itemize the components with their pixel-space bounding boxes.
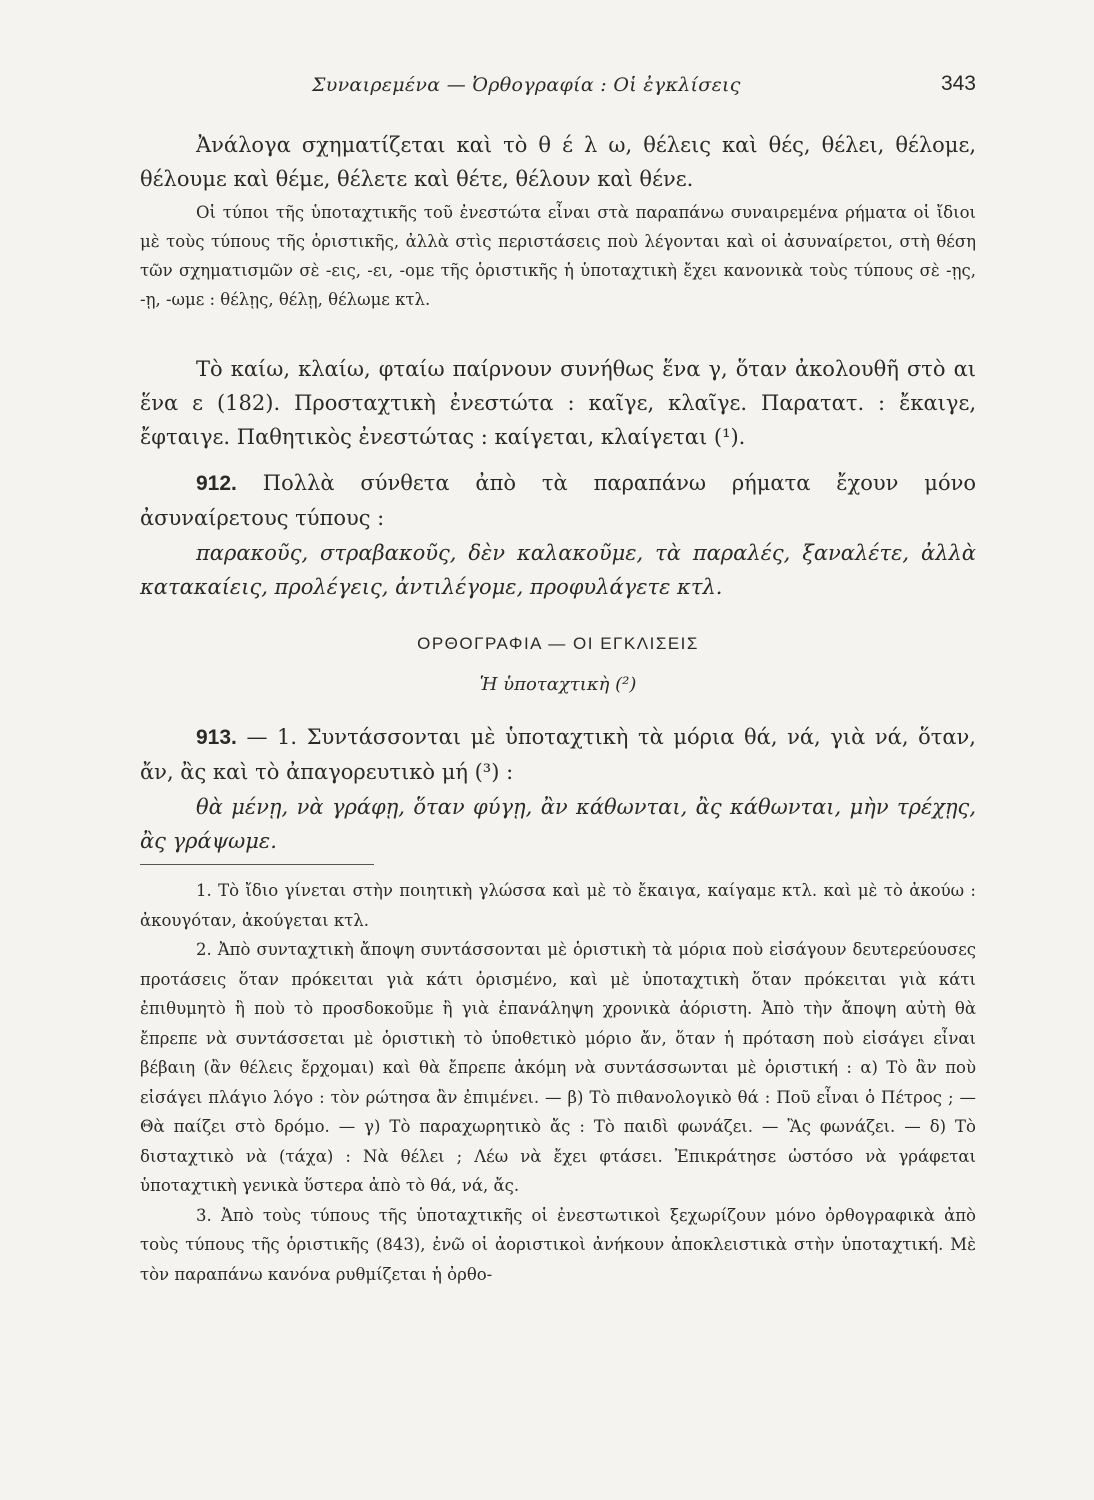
example-text: θὰ μένῃ, νὰ γράφῃ, ὅταν φύγῃ, ἂν κάθωνται, ἂς κάθωνται, μὴν τρέχῃς, ἂς γράψωμε.	[140, 795, 976, 853]
footnote-1: 1. Τὸ ἴδιο γίνεται στὴν ποιητικὴ γλώσσα καὶ μὲ τὸ ἔκαιγα, καίγαμε κτλ. καὶ μὲ τὸ ἀκούω : ἀκουγόταν, ἀκούγεται κτλ.	[140, 881, 976, 930]
paragraph-text: Πολλὰ σύνθετα ἀπὸ τὰ παραπάνω ρήματα ἔχουν μόνο ἀσυναίρετους τύπους :	[140, 471, 976, 530]
example-subjunctive	[140, 790, 976, 858]
section-913	[140, 720, 976, 789]
section-912	[140, 466, 976, 535]
footnote-3: 3. Ἀπὸ τοὺς τύπους τῆς ὑποταχτικῆς οἱ ἐνεστωτικοὶ ξεχωρίζουν μόνο ὀρθογραφικὰ ἀπὸ τοὺς τύπους τῆς ὁριστικῆς (843), ἐνῶ οἱ ἀοριστικοὶ ἀνήκουν ἀποκλειστικὰ στὴν ὑποταχτική. Μὲ τὸν παραπάνω κανόνα ρυθμίζεται ἡ ὀρθο-	[140, 1205, 976, 1284]
paragraph-text: — 1. Συντάσσονται μὲ ὑποταχτικὴ τὰ μόρια θά, νά, γιὰ νά, ὅταν, ἄν, ἂς καὶ τὸ ἀπαγορευτικὸ μή (³) :	[140, 725, 976, 784]
section-number: 912.	[196, 472, 237, 495]
page-number: 343	[940, 72, 976, 95]
footnote-rule	[140, 864, 374, 865]
paragraph-analogous-forms	[140, 128, 976, 196]
footnote-2: 2. Ἀπὸ συνταχτικὴ ἄποψη συντάσσονται μὲ ὁριστικὴ τὰ μόρια ποὺ εἰσάγουν δευτερεύουσες προτάσεις ὅταν πρόκειται γιὰ κάτι ὁρισμένο, καὶ μὲ ὑποταχτικὴ ὅταν πρόκειται γιὰ κάτι ἐπιθυμητὸ ἢ ποὺ τὸ προσδοκοῦμε ἢ γιὰ ἐπανάληψη χρονικὰ ἀόριστη. Ἀπὸ τὴν ἄποψη αὐτὴ θὰ ἔπρεπε νὰ συντάσσεται μὲ ὁριστικὴ τὸ ὑποθετικὸ μόριο ἄν, ὅταν ἡ πρόταση ποὺ εἰσάγει εἶναι βέβαιη (ἂν θέλεις ἔρχομαι) καὶ θὰ ἔπρεπε ἀκόμη νὰ συντάσσωνται μὲ ὁριστική : α) Τὸ ἂν ποὺ εἰσάγει πλάγιο λόγο : τὸν ρώτησα ἂν ἐπιμένει. — β) Τὸ πιθανολογικὸ θά : Ποῦ εἶναι ὁ Πέτρος ; — Θὰ παίζει στὸ δρόμο. — γ) Τὸ παραχωρητικὸ ἄς : Τὸ παιδὶ φωνάζει. — Ἂς φωνάζει. — δ) Τὸ δισταχτικὸ νὰ (τάχα) : Νὰ θέλει ; Λέω νὰ ἔχει φτάσει. Ἐπικράτησε ὡστόσο νὰ γράφεται ὑποταχτικὴ γενικὰ ὕστερα ἀπὸ τὸ θά, νά, ἄς.	[140, 940, 976, 1195]
paragraph-text: Οἱ τύποι τῆς ὑποταχτικῆς τοῦ ἐνεστώτα εἶναι στὰ παραπάνω συναιρεμένα ρήματα οἱ ἴδιοι μὲ τοὺς τύπους τῆς ὁριστικῆς, ἀλλὰ στὶς περιστάσεις ποὺ λέγονται καὶ οἱ ἀσυναίρετοι, στὴ θέση τῶν σχηματισμῶν σὲ -εις, -ει, -ομε τῆς ὁριστικῆς ἡ ὑποταχτικὴ ἔχει κανονικὰ τοὺς τύπους σὲ -ῃς, -ῃ, -ωμε : θέλῃς, θέλῃ, θέλωμε κτλ.	[140, 203, 976, 309]
running-head-title: Συναιρεμένα — Ὀρθογραφία : Οἱ ἐγκλίσεις	[312, 74, 741, 96]
paragraph-text: Τὸ καίω, κλαίω, φταίω παίρνουν συνήθως ἕνα γ, ὅταν ἀκολουθῆ στὸ αι ἕνα ε (182). Προσταχτικὴ ἐνεστώτα : καῖγε, κλαῖγε. Παρατατ. : ἔκαιγε, ἔφταιγε. Παθητικὸς ἐνεστώτας : καίγεται, κλαίγεται (¹).	[140, 357, 976, 449]
running-head	[312, 66, 976, 106]
example-compounds	[140, 536, 976, 604]
section-number: 913.	[196, 726, 237, 749]
section-heading: ΟΡΘΟΓΡΑΦΙΑ — ΟΙ ΕΓΚΛΙΣΕΙΣ	[417, 634, 699, 653]
example-text: παρακοῦς, στραβακοῦς, δὲν καλακοῦμε, τὰ παραλές, ξαναλέτε, ἀλλὰ κατακαίεις, προλέγεις, ἀντιλέγομε, προφυλάγετε κτλ.	[140, 541, 976, 599]
paragraph-subjunctive-forms	[140, 198, 976, 314]
footnotes	[140, 876, 976, 1289]
paragraph-kaio	[140, 352, 976, 454]
section-subheading: Ἡ ὑποταχτικὴ (²)	[479, 674, 637, 695]
paragraph-text: Ἀνάλογα σχηματίζεται καὶ τὸ θ έ λ ω, θέλεις καὶ θές, θέλει, θέλομε, θέλουμε καὶ θέμε, θέλετε καὶ θέτε, θέλουν καὶ θένε.	[140, 133, 976, 191]
